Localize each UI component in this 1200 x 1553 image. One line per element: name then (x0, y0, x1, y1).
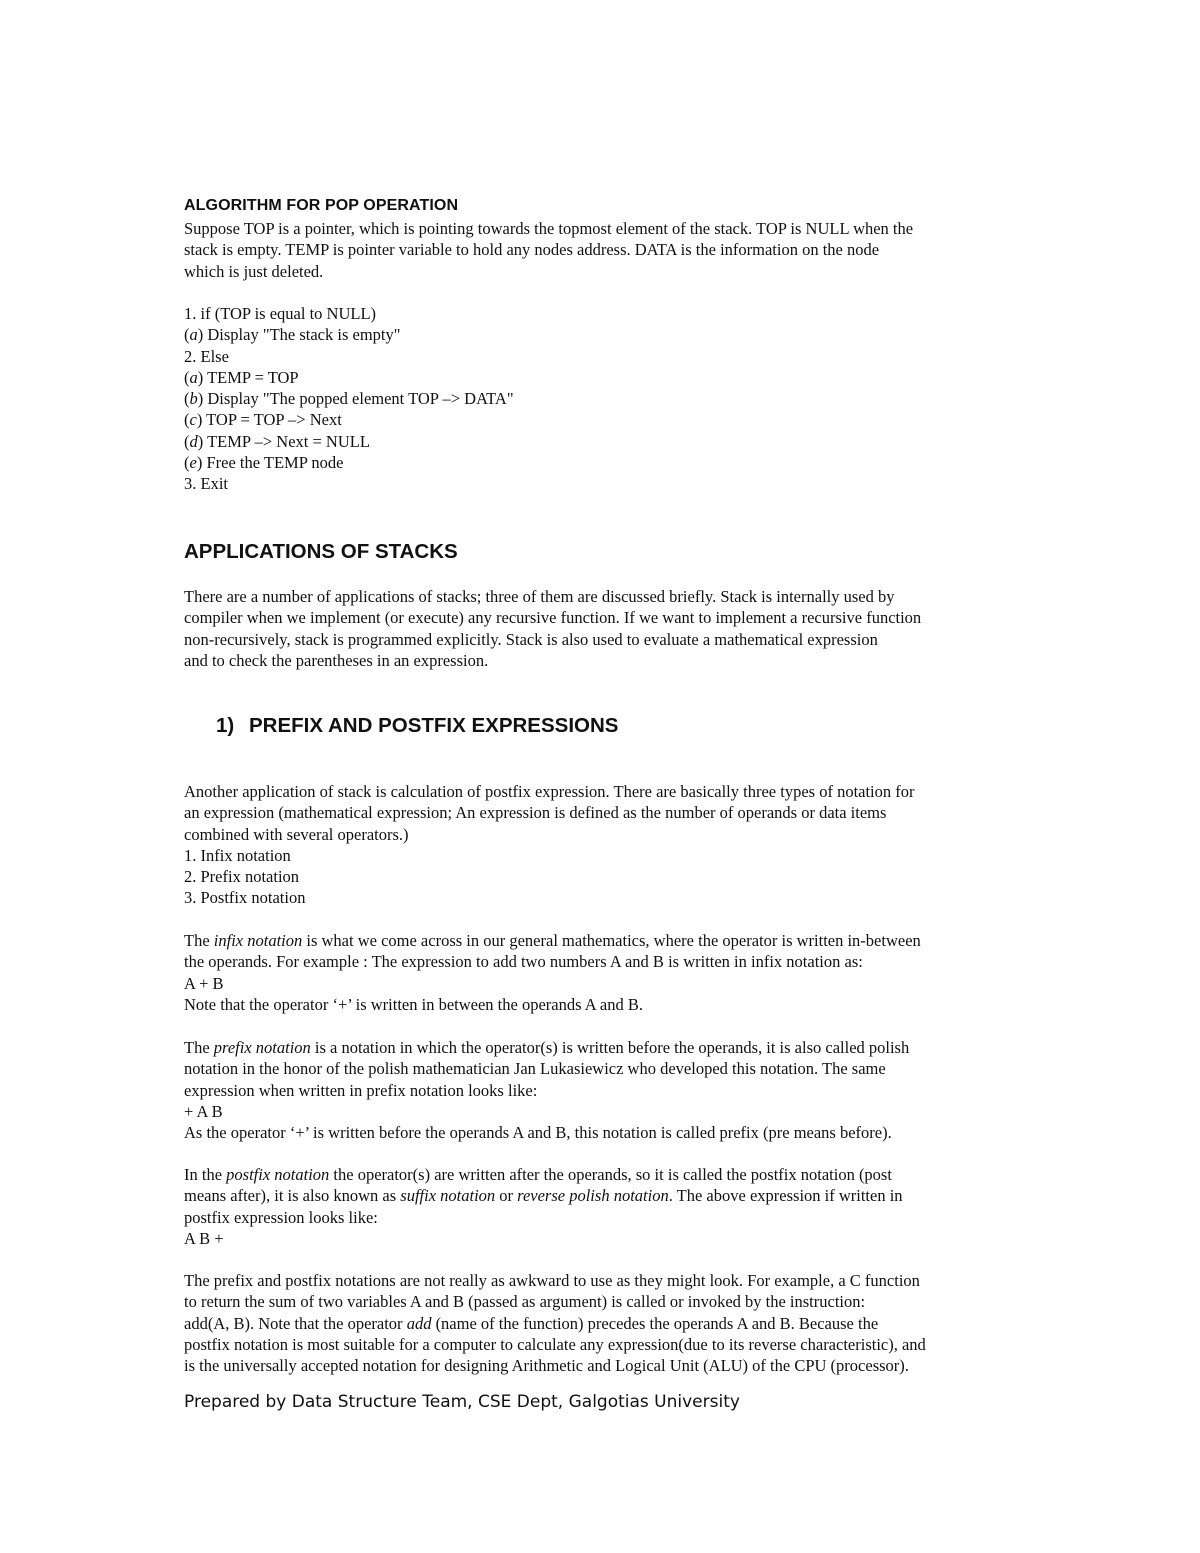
applications-heading: APPLICATIONS OF STACKS (184, 540, 458, 563)
text-line: The prefix and postfix notations are not really as awkward to use as they might look. For example, a C function (184, 1271, 920, 1290)
text-line: The prefix notation is a notation in which the operator(s) is written before the operands, it is also called polish (184, 1038, 910, 1057)
pop-step: (d) TEMP –> Next = NULL (184, 431, 370, 451)
text-line: The infix notation is what we come across in our general mathematics, where the operator is written in-between (184, 931, 921, 950)
notation-list-item: 2. Prefix notation (184, 867, 300, 887)
text-line: In the postfix notation the operator(s) are written after the operands, so it is called the postfix notation (post (184, 1165, 892, 1184)
pop-step: (a) TEMP = TOP (184, 367, 299, 387)
postfix-example: A B + (184, 1228, 224, 1248)
text-line: There are a number of applications of stacks; three of them are discussed briefly. Stack is internally used by (184, 587, 895, 606)
prefix-postfix-heading (216, 714, 618, 738)
text-line: the operands. For example : The expression to add two numbers A and B is written in infix notation as: (184, 952, 863, 972)
prefix-postfix-intro (184, 781, 1024, 909)
applications-paragraph (184, 586, 1024, 671)
closing-paragraph (184, 1270, 1024, 1376)
pop-step: 2. Else (184, 346, 229, 366)
text-line: add(A, B). Note that the operator add (name of the function) precedes the operands A and B. Because the (184, 1313, 879, 1333)
text-line: non-recursively, stack is programmed explicitly. Stack is also used to evaluate a mathematical expression (184, 629, 878, 649)
pop-step: (c) TOP = TOP –> Next (184, 410, 342, 430)
pop-algorithm-heading: ALGORITHM FOR POP OPERATION (184, 197, 459, 214)
text-line: postfix notation is most suitable for a computer to calculate any expression(due to its reverse characteristic), and (184, 1334, 926, 1354)
add-term: add (406, 1313, 432, 1333)
infix-paragraph (184, 930, 1024, 1015)
text-line: postfix expression looks like: (184, 1207, 378, 1227)
text-line: to return the sum of two variables A and B (passed as argument) is called or invoked by the instruction: (184, 1292, 866, 1312)
pop-steps-list (184, 303, 1024, 495)
prefix-paragraph (184, 1037, 1024, 1143)
suffix-term: suffix notation (400, 1186, 496, 1206)
text-line: means after), it is also known as suffix notation or reverse polish notation. The above expression if written in (184, 1186, 903, 1206)
section-number: 1) (216, 714, 235, 737)
text-line: expression when written in prefix notation looks like: (184, 1080, 538, 1100)
page-footer: Prepared by Data Structure Team, CSE Dept, Galgotias University (184, 1392, 740, 1412)
pop-step: (a) Display "The stack is empty" (184, 325, 401, 345)
notation-list-item: 1. Infix notation (184, 845, 291, 865)
pop-step: 3. Exit (184, 474, 228, 494)
text-line: an expression (mathematical expression; An expression is defined as the number of operands or data items (184, 803, 887, 823)
infix-example: A + B (184, 973, 224, 993)
postfix-term: postfix notation (226, 1165, 330, 1184)
text-line: As the operator ‘+’ is written before the operands A and B, this notation is called prefix (pre means before). (184, 1123, 892, 1143)
text-line: stack is empty. TEMP is pointer variable to hold any nodes address. DATA is the information on the node (184, 240, 880, 260)
infix-term: infix notation (213, 931, 303, 950)
pop-step: (b) Display "The popped element TOP –> DATA" (184, 389, 514, 409)
text-line: Suppose TOP is a pointer, which is pointing towards the topmost element of the stack. TOP is NULL when the (184, 219, 914, 238)
prefix-example: + A B (184, 1101, 223, 1121)
reverse-polish-term: reverse polish notation (517, 1186, 669, 1206)
pop-step: 1. if (TOP is equal to NULL) (184, 304, 377, 323)
text-line: and to check the parentheses in an expression. (184, 650, 489, 670)
notation-list-item: 3. Postfix notation (184, 888, 306, 908)
section-title: PREFIX AND POSTFIX EXPRESSIONS (249, 714, 619, 737)
postfix-paragraph (184, 1164, 1024, 1249)
text-line: Another application of stack is calculation of postfix expression. There are basically three types of notation for (184, 782, 915, 801)
pop-intro-paragraph (184, 218, 1024, 282)
text-line: Note that the operator ‘+’ is written in between the operands A and B. (184, 994, 643, 1014)
text-line: combined with several operators.) (184, 824, 409, 844)
pop-step: (e) Free the TEMP node (184, 453, 344, 473)
text-line: notation in the honor of the polish mathematician Jan Lukasiewicz who developed this notation. The same (184, 1059, 886, 1079)
text-line: which is just deleted. (184, 261, 324, 281)
text-line: compiler when we implement (or execute) any recursive function. If we want to implement a recursive function (184, 608, 922, 628)
text-line: is the universally accepted notation for designing Arithmetic and Logical Unit (ALU) of the CPU (processor). (184, 1356, 909, 1376)
prefix-term: prefix notation (213, 1038, 311, 1057)
